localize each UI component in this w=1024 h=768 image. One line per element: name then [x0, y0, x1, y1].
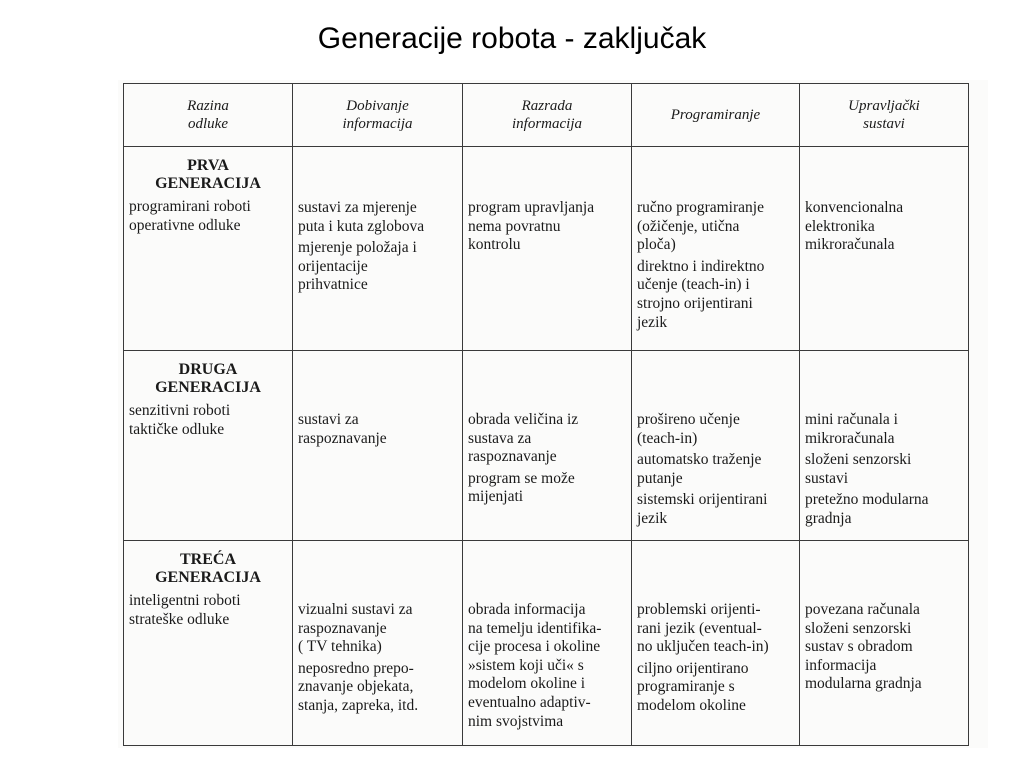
header-line: odluke [188, 116, 228, 132]
cell-text-line: sustavi za mjerenje [298, 199, 417, 216]
robot-type-line: operativne odluke [129, 216, 241, 234]
cell-text-line: modularna gradnja [805, 675, 922, 693]
generation-heading-line: GENERACIJA [155, 568, 261, 586]
header-line: Razrada [521, 98, 573, 114]
cell-text-block [298, 199, 457, 236]
dobivanje-informacija-cell [293, 147, 463, 351]
robot-type-line: programirani roboti [129, 198, 251, 216]
cell-text-line: učenje (teach-in) i [637, 276, 750, 294]
cell-text-block [637, 451, 794, 488]
cell-text-line: obrada informacija [468, 601, 586, 618]
generation-heading [129, 551, 287, 586]
cell-text-block [468, 470, 626, 507]
robot-generations-table [123, 83, 969, 746]
cell-text-line: povezana računala [805, 601, 920, 618]
cell-text-line: puta i kuta zglobova [298, 217, 425, 235]
cell-text-line: raspoznavanje [468, 448, 557, 466]
cell-text-block [298, 601, 457, 657]
cell-text-line: modelom okoline [637, 696, 746, 714]
cell-text-line: direktno i indirektno [637, 257, 765, 275]
cell-text-block [468, 601, 626, 731]
table-body [124, 147, 969, 746]
cell-text-line: automatsko traženje [637, 451, 762, 469]
upravljacki-sustavi-cell [800, 541, 969, 746]
cell-text-line: ciljno orijentirano [637, 659, 749, 677]
header-line: informacija [342, 116, 413, 132]
cell-text-line: mjerenje položaja i [298, 239, 417, 257]
cell-text-line: raspoznavanje [298, 619, 387, 637]
cell-text-line: kontrolu [468, 236, 521, 254]
cell-text-block [805, 199, 963, 255]
cell-text-line: problemski orijenti- [637, 601, 761, 618]
programiranje-cell [632, 351, 800, 541]
cell-text-line: obrada veličina iz [468, 411, 579, 428]
cell-text-line: neposredno prepo- [298, 659, 414, 677]
generation-heading-line: DRUGA [178, 361, 238, 378]
cell-text-line: sustavi za [298, 411, 359, 428]
cell-text-line: programiranje s [637, 678, 735, 696]
robot-type-line: strateške odluke [129, 610, 230, 628]
header-row [124, 84, 969, 147]
cell-text-line: jezik [637, 509, 668, 527]
cell-text-block [298, 239, 457, 295]
header-line: sustavi [863, 116, 905, 132]
header-razrada-informacija [463, 84, 632, 147]
cell-text-line: mijenjati [468, 488, 524, 506]
razrada-informacija-cell [463, 541, 632, 746]
header-line: Razina [187, 98, 229, 114]
cell-text-line: vizualni sustavi za [298, 601, 413, 618]
razina-odluke-cell [124, 147, 293, 351]
cell-text-line: program upravljanja [468, 199, 595, 216]
cell-text-line: sustavi [805, 469, 849, 487]
cell-text-line: (teach-in) [637, 429, 698, 447]
header-line: informacija [512, 116, 582, 132]
cell-text-block [468, 411, 626, 467]
cell-text-line: prošireno učenje [637, 411, 740, 428]
cell-text-block [637, 411, 794, 448]
cell-text-line: složeni senzorski [805, 619, 912, 637]
header-programiranje [632, 84, 800, 147]
cell-text-line: na temelju identifika- [468, 619, 602, 637]
cell-text-line: eventualno adaptiv- [468, 693, 591, 711]
cell-text-line: složeni senzorski [805, 451, 912, 469]
cell-text-line: informacija [805, 656, 877, 674]
razrada-informacija-cell [463, 147, 632, 351]
generation-row [124, 351, 969, 541]
dobivanje-informacija-cell [293, 351, 463, 541]
upravljacki-sustavi-cell [800, 351, 969, 541]
robot-type-line: inteligentni roboti [129, 592, 241, 610]
generation-row [124, 541, 969, 746]
cell-text-block [298, 660, 457, 716]
cell-text-block [637, 601, 794, 657]
cell-text-line: »sistem koji uči« s [468, 656, 584, 674]
generation-heading-line: GENERACIJA [155, 174, 261, 192]
cell-text-block [637, 491, 794, 528]
cell-text-line: sustava za [468, 429, 532, 447]
header-upravljacki-sustavi [800, 84, 969, 147]
cell-text-block [637, 199, 794, 255]
cell-text-line: gradnja [805, 509, 852, 527]
cell-text-block [637, 660, 794, 716]
upravljacki-sustavi-cell [800, 147, 969, 351]
dobivanje-informacija-cell [293, 541, 463, 746]
razrada-informacija-cell [463, 351, 632, 541]
cell-text-line: cije procesa i okoline [468, 638, 601, 656]
cell-text-block [298, 411, 457, 448]
cell-text-line: mikroračunala [805, 429, 895, 447]
header-line: Dobivanje [346, 98, 409, 114]
header-razina-odluke [124, 84, 293, 147]
robot-type-line: senzitivni roboti [129, 402, 231, 420]
generation-heading-line: GENERACIJA [155, 378, 261, 396]
cell-text-line: rani jezik (eventual- [637, 619, 762, 637]
cell-text-line: prihvatnice [298, 276, 368, 294]
programiranje-cell [632, 541, 800, 746]
cell-text-line: (ožičenje, utična [637, 217, 740, 235]
cell-text-line: jezik [637, 313, 668, 331]
cell-text-line: sistemski orijentirani [637, 491, 768, 509]
cell-text-line: no uključen teach-in) [637, 638, 769, 656]
cell-text-block [805, 491, 963, 528]
header-line: Programiranje [670, 107, 761, 123]
cell-text-line: ( TV tehnika) [298, 638, 382, 656]
cell-text-line: konvencionalna [805, 199, 904, 216]
cell-text-line: pretežno modularna [805, 491, 929, 509]
cell-text-line: mini računala i [805, 411, 898, 428]
cell-text-line: znavanje objekata, [298, 678, 414, 696]
cell-text-line: putanje [637, 469, 683, 487]
generation-row [124, 147, 969, 351]
cell-text-block [468, 199, 626, 255]
cell-text-line: nim svojstvima [468, 712, 564, 730]
cell-text-line: ploča) [637, 236, 676, 254]
generation-heading [129, 157, 287, 192]
cell-text-block [805, 411, 963, 448]
generation-heading [129, 361, 287, 396]
cell-text-line: modelom okoline i [468, 675, 586, 693]
cell-text-line: strojno orijentirani [637, 294, 753, 312]
robot-type-line: taktičke odluke [129, 420, 225, 438]
cell-text-line: nema povratnu [468, 217, 561, 235]
cell-text-line: stanja, zapreka, itd. [298, 696, 419, 714]
cell-text-block [637, 258, 794, 332]
cell-text-line: elektronika [805, 217, 875, 235]
generation-heading-line: PRVA [187, 157, 229, 174]
header-line: Upravljački [848, 98, 920, 114]
programiranje-cell [632, 147, 800, 351]
cell-text-line: mikroračunala [805, 236, 895, 254]
header-dobivanje-informacija [293, 84, 463, 147]
slide-title: Generacije robota - zaključak [317, 22, 707, 55]
razina-odluke-cell [124, 541, 293, 746]
cell-text-line: raspoznavanje [298, 429, 387, 447]
generation-heading-line: TREĆA [179, 551, 236, 568]
cell-text-line: orijentacije [298, 257, 368, 275]
cell-text-line: ručno programiranje [637, 199, 764, 216]
cell-text-line: sustav s obradom [805, 638, 913, 656]
cell-text-block [805, 451, 963, 488]
razina-odluke-cell [124, 351, 293, 541]
cell-text-line: program se može [468, 469, 575, 487]
cell-text-block [805, 601, 963, 694]
